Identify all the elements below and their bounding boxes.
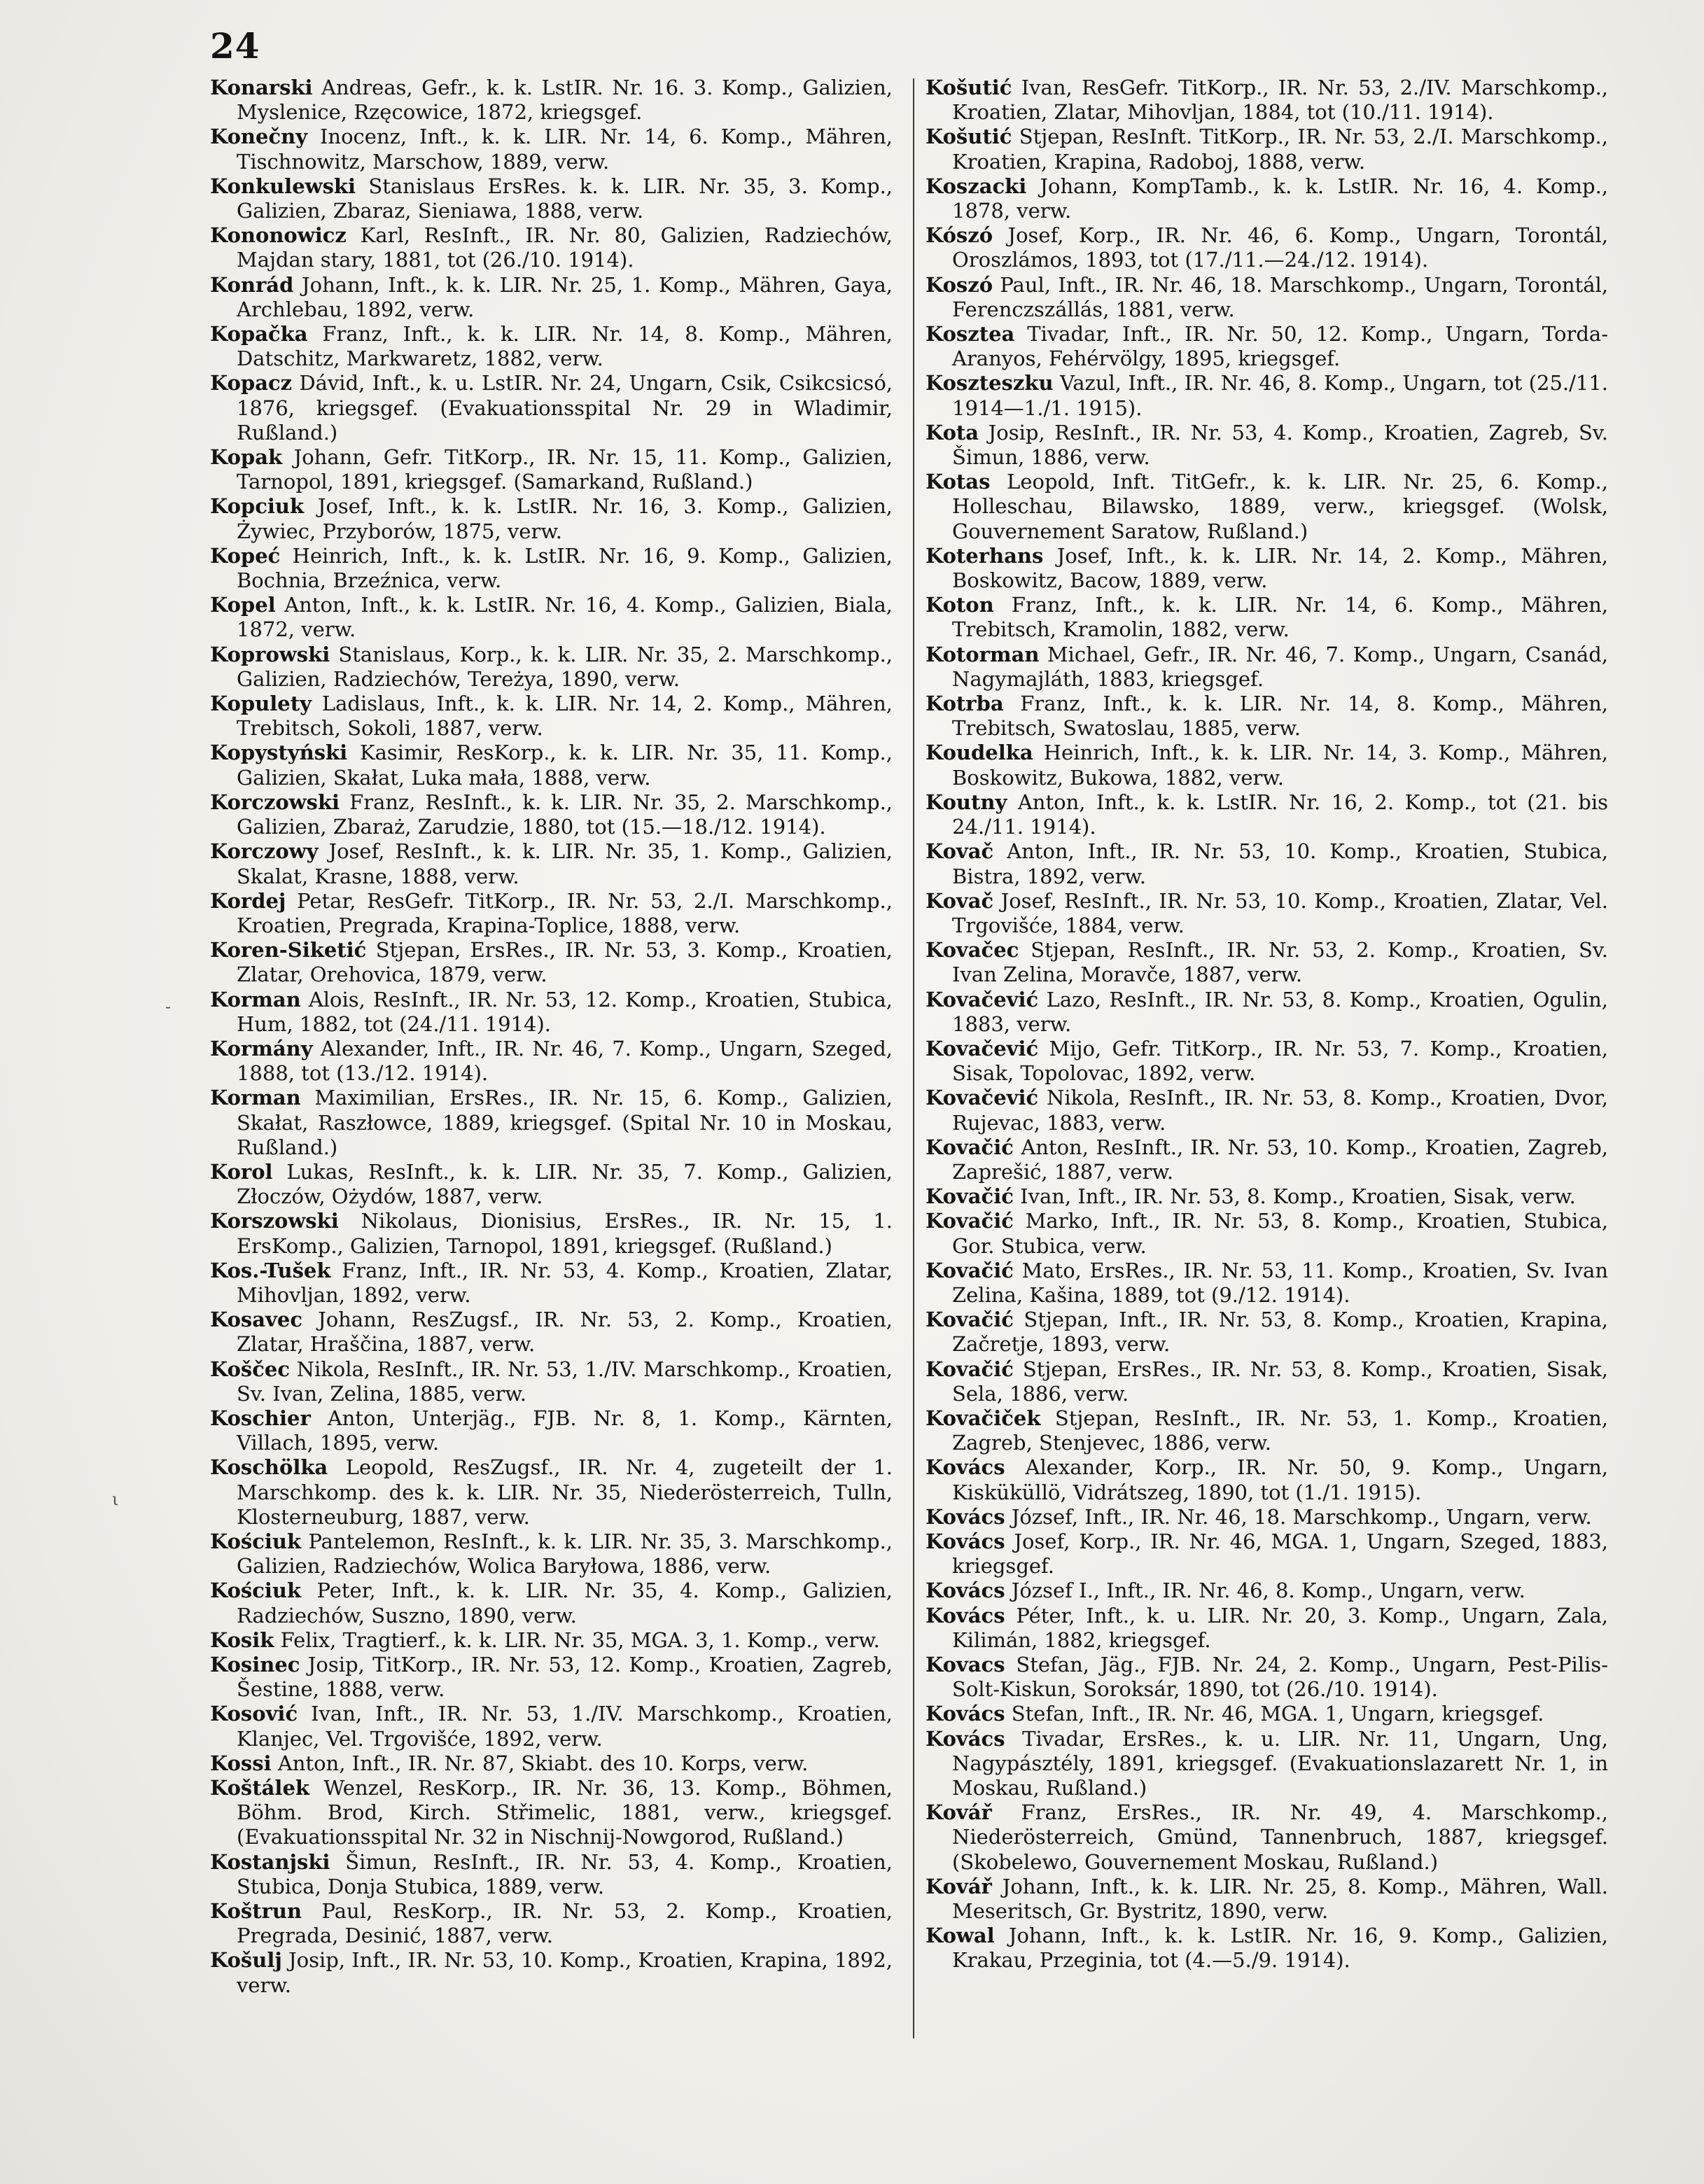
surname: Kosztea xyxy=(926,322,1015,346)
surname: Kopeć xyxy=(210,543,281,568)
surname: Kormány xyxy=(210,1036,313,1060)
entry-details: Franz, Inft., k. k. LIR. Nr. 14, 8. Komp., Mähren, Trebitsch, Swatoslau, 1885, verw. xyxy=(952,692,1609,741)
surname: Kovačiček xyxy=(926,1406,1041,1430)
register-entry xyxy=(210,1530,893,1578)
entry-details: Paul, Inft., IR. Nr. 46, 18. Marschkomp., Ungarn, Torontál, Ferenczszállás, 1881, verw. xyxy=(952,272,1608,321)
register-entry xyxy=(926,1455,1608,1504)
entry-details: Anton, Inft., k. k. LstIR. Nr. 16, 2. Komp., tot (21. bis 24./11. 1914). xyxy=(952,790,1608,839)
surname: Koutny xyxy=(926,790,1007,814)
surname: Koszacki xyxy=(926,174,1027,198)
surname: Kovačić xyxy=(926,1209,1014,1233)
surname: Koudelka xyxy=(926,741,1033,765)
surname: Konkulewski xyxy=(210,174,356,198)
entry-details: József I., Inft., IR. Nr. 46, 8. Komp., Ungarn, verw. xyxy=(1011,1578,1525,1603)
entry-details: Ivan, Inft., IR. Nr. 53, 8. Komp., Kroatien, Sisak, verw. xyxy=(1020,1184,1576,1209)
surname: Kosinec xyxy=(210,1653,300,1676)
register-entry xyxy=(210,1850,893,1899)
surname: Kovačević xyxy=(926,1036,1039,1060)
register-entry xyxy=(926,1086,1608,1135)
surname: Kovář xyxy=(926,1800,992,1825)
register-entry xyxy=(210,790,893,839)
entry-details: Josef, Inft., k. k. LstIR. Nr. 16, 3. Komp., Galizien, Żywiec, Przyborów, 1875, verw. xyxy=(237,494,893,543)
register-entry xyxy=(926,1727,1608,1801)
register-entry xyxy=(926,544,1608,593)
entry-details: Stjepan, ResInft., IR. Nr. 53, 2. Komp., Kroatien, Sv. Ivan Zelina, Moravče, 1887, verw. xyxy=(952,938,1608,987)
entry-details: Pantelemon, ResInft., k. k. LIR. Nr. 35, 3. Marschkomp., Galizien, Radziechów, Wolica Baryłowa, 1886, verw. xyxy=(237,1529,893,1578)
surname: Kovačević xyxy=(926,1086,1039,1110)
entry-details: Franz, Inft., k. k. LIR. Nr. 14, 8. Komp., Mähren, Datschitz, Markwaretz, 1882, verw. xyxy=(237,322,893,371)
entry-details: Stanislaus ErsRes. k. k. LIR. Nr. 35, 3. Komp., Galizien, Zbaraz, Sieniawa, 1888, verw. xyxy=(237,174,893,223)
register-entry xyxy=(210,174,893,223)
entry-details: Stefan, Jäg., FJB. Nr. 24, 2. Komp., Ungarn, Pest-Pilis-Solt-Kiskun, Soroksár, 1890, tot (26./10. 1914). xyxy=(952,1653,1608,1702)
register-entry xyxy=(926,1800,1608,1875)
entry-details: Josef, Korp., IR. Nr. 46, MGA. 1, Ungarn, Szeged, 1883, kriegsgef. xyxy=(952,1529,1608,1578)
surname: Kota xyxy=(926,420,979,444)
register-entry xyxy=(210,938,893,987)
entry-details: Johann, Gefr. TitKorp., IR. Nr. 15, 11. Komp., Galizien, Tarnopol, 1891, kriegsgef. (Samarkand, Rußland.) xyxy=(237,445,893,494)
surname: Kononowicz xyxy=(210,223,347,248)
entry-details: Tivadar, Inft., IR. Nr. 50, 12. Komp., Ungarn, Torda-Aranyos, Fehérvölgy, 1895, kriegsgef. xyxy=(952,322,1608,371)
register-entry xyxy=(210,223,893,272)
surname: Kossi xyxy=(210,1751,272,1775)
entry-details: Lukas, ResInft., k. k. LIR. Nr. 35, 7. Komp., Galizien, Złoczów, Ożydów, 1887, verw. xyxy=(237,1159,893,1209)
entry-details: Petar, ResGefr. TitKorp., IR. Nr. 53, 2./I. Marschkomp., Kroatien, Pregrada, Krapina-Toplice, 1888, verw. xyxy=(237,888,893,937)
register-entry xyxy=(210,692,893,741)
register-entry xyxy=(210,643,893,692)
register-entry xyxy=(210,1308,893,1357)
right-column xyxy=(926,76,1608,1973)
register-entry xyxy=(926,1259,1608,1308)
surname: Kowal xyxy=(926,1924,995,1948)
surname: Kovačić xyxy=(926,1135,1014,1159)
register-entry xyxy=(926,174,1608,223)
entry-details: Ladislaus, Inft., k. k. LIR. Nr. 14, 2. Komp., Mähren, Trebitsch, Sokoli, 1887, verw. xyxy=(237,692,893,741)
surname: Korszowski xyxy=(210,1209,339,1233)
surname: Kopak xyxy=(210,445,283,470)
register-entry xyxy=(210,1037,893,1086)
surname: Košutić xyxy=(926,76,1012,99)
surname: Kovačević xyxy=(926,987,1039,1011)
surname: Korol xyxy=(210,1159,273,1184)
margin-mark: ι xyxy=(112,1490,119,1509)
register-entry xyxy=(926,371,1608,420)
entry-details: Stjepan, ErsRes., IR. Nr. 53, 8. Komp., Kroatien, Sisak, Sela, 1886, verw. xyxy=(952,1357,1608,1406)
entry-details: Anton, Inft., IR. Nr. 87, Skiabt. des 10. Korps, verw. xyxy=(277,1751,809,1775)
register-entry xyxy=(926,938,1608,987)
surname: Kosović xyxy=(210,1702,298,1726)
register-entry xyxy=(926,421,1608,470)
surname: Koton xyxy=(926,593,994,617)
entry-details: Alois, ResInft., IR. Nr. 53, 12. Komp., Kroatien, Stubica, Hum, 1882, tot (24./11. 1914). xyxy=(237,987,893,1036)
surname: Korczowy xyxy=(210,839,319,864)
surname: Kovačec xyxy=(926,938,1019,962)
register-entry xyxy=(926,1505,1608,1530)
entry-details: Marko, Inft., IR. Nr. 53, 8. Komp., Kroatien, Stubica, Gor. Stubica, verw. xyxy=(952,1209,1608,1258)
entry-details: Vazul, Inft., IR. Nr. 46, 8. Komp., Ungarn, tot (25./11. 1914—1./1. 1915). xyxy=(952,371,1608,420)
surname: Konrád xyxy=(210,272,294,297)
register-entry xyxy=(926,1702,1608,1726)
entry-details: Kasimir, ResKorp., k. k. LIR. Nr. 35, 11. Komp., Galizien, Skałat, Luka mała, 1888, verw. xyxy=(237,741,893,790)
entry-details: Stjepan, Inft., IR. Nr. 53, 8. Komp., Kroatien, Krapina, Začretje, 1893, verw. xyxy=(952,1308,1608,1357)
entry-details: Karl, ResInft., IR. Nr. 80, Galizien, Radziechów, Majdan stary, 1881, tot (26./10. 1914). xyxy=(237,223,893,272)
register-entry xyxy=(926,1924,1608,1973)
entry-details: Heinrich, Inft., k. k. LstIR. Nr. 16, 9. Komp., Galizien, Bochnia, Brzeźnica, verw. xyxy=(237,543,893,593)
surname: Kovačić xyxy=(926,1258,1014,1282)
entry-details: Josef, Inft., k. k. LIR. Nr. 14, 2. Komp., Mähren, Boskowitz, Bacow, 1889, verw. xyxy=(952,543,1608,593)
surname: Koštálek xyxy=(210,1776,309,1800)
register-entry xyxy=(926,1653,1608,1702)
entry-details: Mato, ErsRes., IR. Nr. 53, 11. Komp., Kroatien, Sv. Ivan Zelina, Kašina, 1889, tot (9./12. 1914). xyxy=(952,1258,1608,1307)
entry-details: Josip, Inft., IR. Nr. 53, 10. Komp., Kroatien, Krapina, 1892, verw. xyxy=(237,1948,893,1997)
register-entry xyxy=(210,593,893,642)
register-entry xyxy=(926,1875,1608,1924)
page-number: 24 xyxy=(210,25,260,66)
entry-details: Josip, TitKorp., IR. Nr. 53, 12. Komp., Kroatien, Zagreb, Šestine, 1888, verw. xyxy=(237,1653,893,1702)
register-entry xyxy=(926,1357,1608,1406)
entry-details: Stjepan, ResInft. TitKorp., IR. Nr. 53, 2./I. Marschkomp., Kroatien, Krapina, Radoboj, 1888, verw. xyxy=(952,125,1608,174)
register-entry xyxy=(210,1628,893,1653)
entry-details: Leopold, Inft. TitGefr., k. k. LIR. Nr. 25, 6. Komp., Holleschau, Bilawsko, 1889, verw., kriegsgef. (Wolsk, Gouvernement Saratow, Rußland.) xyxy=(952,470,1608,543)
surname: Kordej xyxy=(210,888,286,913)
entry-details: Franz, Inft., k. k. LIR. Nr. 14, 6. Komp., Mähren, Trebitsch, Kramolin, 1882, verw. xyxy=(952,593,1609,642)
register-entry xyxy=(210,1653,893,1702)
register-entry xyxy=(926,223,1608,272)
register-entry xyxy=(210,1406,893,1455)
entry-details: Josef, Korp., IR. Nr. 46, 6. Komp., Ungarn, Torontál, Oroszlámos, 1893, tot (17./11.—24./12. 1914). xyxy=(952,223,1609,272)
register-entry xyxy=(926,1604,1608,1653)
register-entry xyxy=(210,1209,893,1258)
register-entry xyxy=(210,445,893,494)
entry-details: Alexander, Korp., IR. Nr. 50, 9. Komp., Ungarn, Kisküküllö, Vidrátszeg, 1890, tot (1./1. 1915). xyxy=(952,1455,1609,1504)
entry-details: Franz, ResInft., k. k. LIR. Nr. 35, 2. Marschkomp., Galizien, Zbaraż, Zarudzie, 1880, tot (15.—18./12. 1914). xyxy=(237,790,893,839)
register-entry xyxy=(210,889,893,938)
surname: Kovács xyxy=(926,1702,1005,1726)
register-entry xyxy=(210,1160,893,1209)
entry-details: Inocenz, Inft., k. k. LIR. Nr. 14, 6. Komp., Mähren, Tischnowitz, Marschow, 1889, verw. xyxy=(237,125,893,174)
entry-details: Michael, Gefr., IR. Nr. 46, 7. Komp., Ungarn, Csanád, Nagymajláth, 1883, kriegsgef. xyxy=(952,642,1608,691)
surname: Koren-Siketić xyxy=(210,938,367,962)
register-entry xyxy=(210,1259,893,1308)
surname: Kovács xyxy=(926,1726,1005,1751)
register-entry xyxy=(210,1357,893,1406)
register-entry xyxy=(210,1455,893,1530)
register-entry xyxy=(210,322,893,371)
entry-details: Maximilian, ErsRes., IR. Nr. 15, 6. Komp., Galizien, Skałat, Raszłowce, 1889, kriegsgef. (Spital Nr. 10 in Moskau, Rußland.) xyxy=(237,1086,893,1159)
surname: Kopel xyxy=(210,593,276,617)
entry-details: Johann, Inft., k. k. LstIR. Nr. 16, 9. Komp., Galizien, Krakau, Przeginia, tot (4.—5./9. 1914). xyxy=(952,1924,1609,1973)
entry-details: Felix, Tragtierf., k. k. LIR. Nr. 35, MGA. 3, 1. Komp., verw. xyxy=(280,1628,880,1652)
surname: Kovačić xyxy=(926,1308,1014,1332)
surname: Korman xyxy=(210,1086,301,1110)
surname: Koprowski xyxy=(210,642,330,666)
surname: Kovács xyxy=(926,1578,1005,1603)
register-entry xyxy=(926,741,1608,790)
surname: Kovács xyxy=(926,1504,1005,1529)
register-entry xyxy=(926,1530,1608,1578)
left-column xyxy=(210,76,893,1998)
register-entry xyxy=(210,371,893,445)
surname: Koščec xyxy=(210,1357,291,1381)
surname: Korczowski xyxy=(210,790,340,814)
surname: Kopystyński xyxy=(210,741,348,765)
entry-details: Anton, ResInft., IR. Nr. 53, 10. Komp., Kroatien, Zagreb, Zaprešić, 1887, verw. xyxy=(952,1135,1609,1184)
entry-details: Stjepan, ErsRes., IR. Nr. 53, 3. Komp., Kroatien, Zlatar, Orehovica, 1879, verw. xyxy=(237,938,893,987)
entry-details: Ivan, Inft., IR. Nr. 53, 1./IV. Marschkomp., Kroatien, Klanjec, Vel. Trgovišće, 1892, verw. xyxy=(237,1702,893,1751)
entry-details: Johann, Inft., k. k. LIR. Nr. 25, 1. Komp., Mähren, Gaya, Archlebau, 1892, verw. xyxy=(237,272,893,321)
surname: Kościuk xyxy=(210,1529,302,1553)
surname: Košutić xyxy=(926,125,1012,149)
register-entry xyxy=(210,839,893,888)
register-entry xyxy=(210,1578,893,1628)
entry-details: Johann, ResZugsf., IR. Nr. 53, 2. Komp., Kroatien, Zlatar, Hraščina, 1887, verw. xyxy=(237,1308,893,1357)
margin-mark: - xyxy=(165,997,172,1016)
surname: Kovačić xyxy=(926,1357,1014,1381)
register-entry xyxy=(926,1037,1608,1086)
register-entry xyxy=(926,988,1608,1037)
register-entry xyxy=(926,1184,1608,1209)
register-entry xyxy=(926,470,1608,544)
entry-details: Andreas, Gefr., k. k. LstIR. Nr. 16. 3. Komp., Galizien, Myslenice, Rzęcowice, 1872, kriegsgef. xyxy=(237,76,893,125)
entry-details: Josip, ResInft., IR. Nr. 53, 4. Komp., Kroatien, Zagreb, Sv. Šimun, 1886, verw. xyxy=(952,420,1609,470)
surname: Kostanjski xyxy=(210,1849,330,1874)
surname: Kosik xyxy=(210,1628,274,1652)
entry-details: József, Inft., IR. Nr. 46, 18. Marschkomp., Ungarn, verw. xyxy=(1011,1504,1592,1529)
entry-details: Mijo, Gefr. TitKorp., IR. Nr. 53, 7. Komp., Kroatien, Sisak, Topolovac, 1892, verw. xyxy=(952,1036,1609,1086)
register-entry xyxy=(210,1899,893,1948)
register-entry xyxy=(210,494,893,543)
surname: Kószó xyxy=(926,223,993,248)
surname: Kopačka xyxy=(210,322,308,346)
register-entry xyxy=(926,273,1608,322)
register-entry xyxy=(210,76,893,125)
register-entry xyxy=(210,988,893,1037)
entry-details: Josef, ResInft., k. k. LIR. Nr. 35, 1. Komp., Galizien, Skalat, Krasne, 1888, verw. xyxy=(237,839,893,888)
register-entry xyxy=(926,1135,1608,1184)
entry-details: Nikolaus, Dionisius, ErsRes., IR. Nr. 15, 1. ErsKomp., Galizien, Tarnopol, 1891, kriegsgef. (Rußland.) xyxy=(237,1209,893,1258)
entry-details: Wenzel, ResKorp., IR. Nr. 36, 13. Komp., Böhmen, Böhm. Brod, Kirch. Střimelic, 1881, verw., kriegsgef. (Evakuationsspital Nr. 32 in Nischnij-Nowgorod, Rußland.) xyxy=(237,1776,893,1849)
register-entry xyxy=(210,1702,893,1751)
surname: Kos.-Tušek xyxy=(210,1258,331,1282)
surname: Kosavec xyxy=(210,1308,302,1332)
entry-details: Franz, ErsRes., IR. Nr. 49, 4. Marschkomp., Niederösterreich, Gmünd, Tannenbruch, 1887, kriegsgef. (Skobelewo, Gouvernement Moskau, Rußland.) xyxy=(952,1800,1608,1874)
register-entry xyxy=(926,1406,1608,1455)
entry-details: Stjepan, ResInft., IR. Nr. 53, 1. Komp., Kroatien, Zagreb, Stenjevec, 1886, verw. xyxy=(952,1406,1608,1455)
surname: Kovač xyxy=(926,839,994,864)
entry-details: Peter, Inft., k. k. LIR. Nr. 35, 4. Komp., Galizien, Radziechów, Suszno, 1890, verw. xyxy=(237,1578,893,1628)
register-entry xyxy=(926,1578,1608,1603)
surname: Kościuk xyxy=(210,1578,302,1603)
entry-details: Ivan, ResGefr. TitKorp., IR. Nr. 53, 2./IV. Marschkomp., Kroatien, Zlatar, Mihovljan, 1884, tot (10./11. 1914). xyxy=(952,76,1609,125)
register-entry xyxy=(926,790,1608,839)
surname: Kovács xyxy=(926,1455,1005,1480)
register-entry xyxy=(926,125,1608,174)
register-entry xyxy=(926,839,1608,888)
register-entry xyxy=(926,692,1608,741)
entry-details: Franz, Inft., IR. Nr. 53, 4. Komp., Kroatien, Zlatar, Mihovljan, 1892, verw. xyxy=(237,1258,893,1307)
register-entry xyxy=(210,741,893,790)
surname: Kovács xyxy=(926,1603,1005,1628)
surname: Kovacs xyxy=(926,1653,1005,1676)
entry-details: Stefan, Inft., IR. Nr. 46, MGA. 1, Ungarn, kriegsgef. xyxy=(1011,1702,1544,1726)
surname: Konarski xyxy=(210,76,313,99)
surname: Konečny xyxy=(210,125,308,149)
surname: Koschölka xyxy=(210,1455,328,1480)
register-entry xyxy=(926,593,1608,642)
column-divider xyxy=(913,78,914,2038)
entry-details: Josef, ResInft., IR. Nr. 53, 10. Komp., Kroatien, Zlatar, Vel. Trgovišće, 1884, verw. xyxy=(952,888,1609,937)
entry-details: Johann, KompTamb., k. k. LstIR. Nr. 16, 4. Komp., 1878, verw. xyxy=(952,174,1609,223)
surname: Koszó xyxy=(926,272,993,297)
entry-details: Péter, Inft., k. u. LIR. Nr. 20, 3. Komp., Ungarn, Zala, Kilimán, 1882, kriegsgef. xyxy=(952,1603,1608,1652)
register-entry xyxy=(926,1209,1608,1258)
register-entry xyxy=(926,643,1608,692)
register-entry xyxy=(210,1948,893,1997)
surname: Kotorman xyxy=(926,642,1040,666)
register-entry xyxy=(210,1086,893,1160)
register-entry xyxy=(926,1308,1608,1357)
register-entry xyxy=(210,273,893,322)
surname: Kovács xyxy=(926,1529,1005,1553)
entry-details: Lazo, ResInft., IR. Nr. 53, 8. Komp., Kroatien, Ogulin, 1883, verw. xyxy=(952,987,1608,1036)
surname: Koschier xyxy=(210,1406,311,1430)
register-entry xyxy=(210,1751,893,1776)
entry-details: Paul, ResKorp., IR. Nr. 53, 2. Komp., Kroatien, Pregrada, Desinić, 1887, verw. xyxy=(237,1899,893,1948)
entry-details: Nikola, ResInft., IR. Nr. 53, 1./IV. Marschkomp., Kroatien, Sv. Ivan, Zelina, 1885, verw. xyxy=(237,1357,893,1406)
entry-details: Nikola, ResInft., IR. Nr. 53, 8. Komp., Kroatien, Dvor, Rujevac, 1883, verw. xyxy=(952,1086,1608,1135)
surname: Korman xyxy=(210,987,301,1011)
surname: Kopulety xyxy=(210,692,312,716)
surname: Kovář xyxy=(926,1874,992,1898)
entry-details: Anton, Inft., IR. Nr. 53, 10. Komp., Kroatien, Stubica, Bistra, 1892, verw. xyxy=(952,839,1608,888)
entry-details: Leopold, ResZugsf., IR. Nr. 4, zugeteilt der 1. Marschkomp. des k. k. LIR. Nr. 35, Niederösterreich, Tulln, Klosterneuburg, 1887, verw. xyxy=(237,1455,893,1529)
surname: Koterhans xyxy=(926,543,1044,568)
entry-details: Anton, Unterjäg., FJB. Nr. 8, 1. Komp., Kärnten, Villach, 1895, verw. xyxy=(237,1406,893,1455)
entry-details: Anton, Inft., k. k. LstIR. Nr. 16, 4. Komp., Galizien, Biala, 1872, verw. xyxy=(237,593,893,642)
register-entry xyxy=(210,1776,893,1850)
surname: Kovač xyxy=(926,888,994,913)
entry-details: Dávid, Inft., k. u. LstIR. Nr. 24, Ungarn, Csik, Csikcsicsó, 1876, kriegsgef. (Evakuationsspital Nr. 29 in Wladimir, Rußland.) xyxy=(237,371,893,444)
register-entry xyxy=(926,889,1608,938)
entry-details: Šimun, ResInft., IR. Nr. 53, 4. Komp., Kroatien, Stubica, Donja Stubica, 1889, verw. xyxy=(237,1849,893,1898)
surname: Koszteszku xyxy=(926,371,1054,396)
surname: Košulj xyxy=(210,1948,282,1973)
surname: Kotas xyxy=(926,470,991,494)
entry-details: Heinrich, Inft., k. k. LIR. Nr. 14, 3. Komp., Mähren, Boskowitz, Bukowa, 1882, verw. xyxy=(952,741,1608,790)
surname: Kopacz xyxy=(210,371,293,396)
surname: Kotrba xyxy=(926,692,1004,716)
surname: Kopciuk xyxy=(210,494,305,519)
surname: Koštrun xyxy=(210,1899,302,1924)
register-entry xyxy=(926,76,1608,125)
register-entry xyxy=(210,544,893,593)
surname: Kovačić xyxy=(926,1184,1014,1209)
register-entry xyxy=(926,322,1608,371)
entry-details: Johann, Inft., k. k. LIR. Nr. 25, 8. Komp., Mähren, Wall. Meseritsch, Gr. Bystritz, 1890, verw. xyxy=(952,1874,1608,1924)
register-entry xyxy=(210,125,893,174)
entry-details: Stanislaus, Korp., k. k. LIR. Nr. 35, 2. Marschkomp., Galizien, Radziechów, Tereżya, 1890, verw. xyxy=(237,642,893,691)
entry-details: Alexander, Inft., IR. Nr. 46, 7. Komp., Ungarn, Szeged, 1888, tot (13./12. 1914). xyxy=(237,1036,893,1086)
entry-details: Tivadar, ErsRes., k. u. LIR. Nr. 11, Ungarn, Ung, Nagypásztély, 1891, kriegsgef. (Evakuationslazarett Nr. 1, in Moskau, Rußland.) xyxy=(952,1726,1608,1800)
